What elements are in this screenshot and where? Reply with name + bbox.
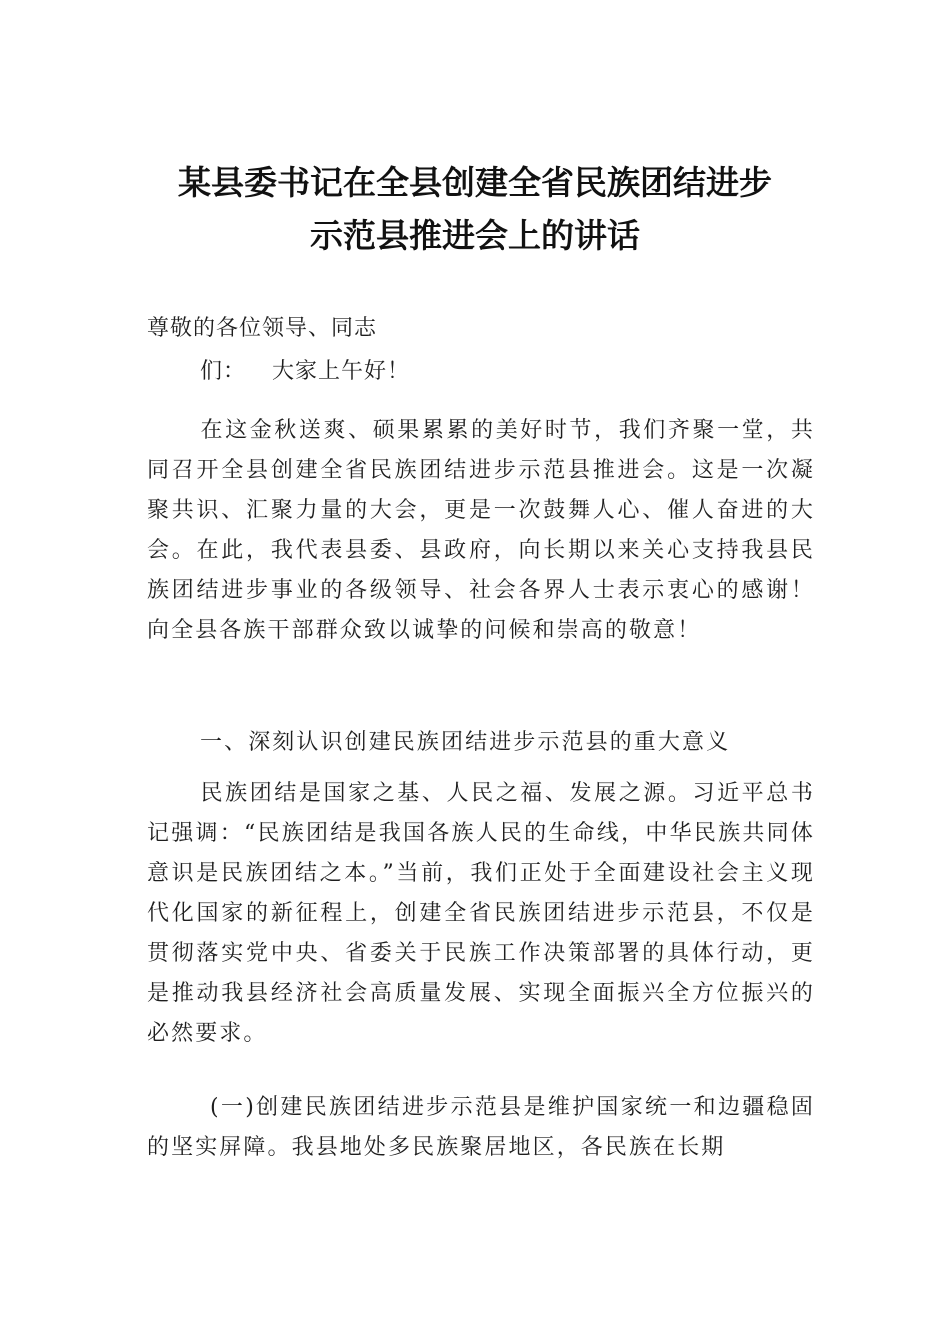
greeting: 大家上午好！ (272, 359, 411, 384)
document-title-line-2: 示范县推进会上的讲话 (310, 216, 640, 255)
subsection-1-paragraph (147, 1088, 815, 1168)
subsection-1-paragraph-text: (一)创建民族团结进步示范县是维护国家统一和边疆稳固的坚实屏障。我县地处多民族聚居地区，各民族在长期 (147, 1095, 815, 1160)
opening-paragraph (147, 411, 815, 651)
document-title-line-1: 某县委书记在全县创建全省民族团结进步 (178, 163, 772, 202)
opening-paragraph-text: 在这金秋送爽、硕果累累的美好时节，我们齐聚一堂，共同召开全县创建全省民族团结进步示范县推进会。这是一次凝聚共识、汇聚力量的大会，更是一次鼓舞人心、催人奋进的大会。在此，我代表县委、县政府，向长期以来关心支持我县民族团结进步事业的各级领导、社会各界人士表示衷心的感谢！向全县各族干部群众致以诚挚的问候和崇高的敬意！ (147, 418, 815, 643)
section-1-paragraph-text: 民族团结是国家之基、人民之福、发展之源。习近平总书记强调：“民族团结是我国各族人民的生命线，中华民族共同体意识是民族团结之本。”当前，我们正处于全面建设社会主义现代化国家的新征程上，创建全省民族团结进步示范县，不仅是贯彻落实党中央、省委关于民族工作决策部署的具体行动，更是推动我县经济社会高质量发展、实现全面振兴全方位振兴的必然要求。 (147, 781, 815, 1046)
section-1-paragraph (147, 774, 815, 1054)
salutation-continuation: 们： (200, 359, 247, 384)
salutation-line-2 (200, 356, 410, 388)
section-heading-1: 一、深刻认识创建民族团结进步示范县的重大意义 (200, 730, 731, 755)
salutation-line-1: 尊敬的各位领导、同志 (147, 316, 378, 341)
